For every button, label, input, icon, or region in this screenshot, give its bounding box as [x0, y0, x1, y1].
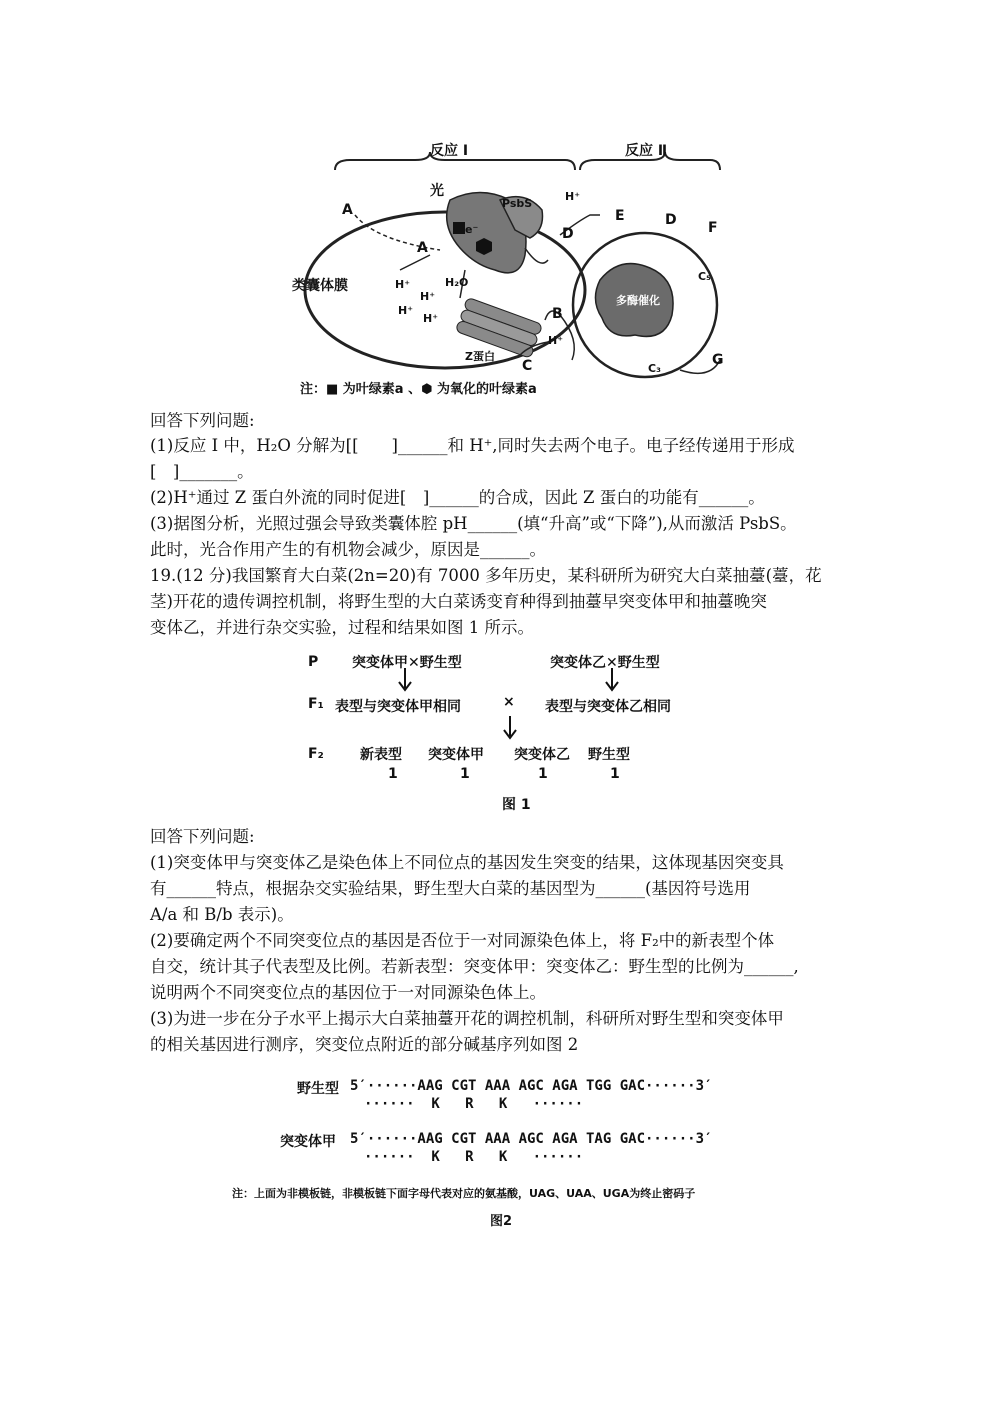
q19-intro: 回答下列问题: [150, 827, 255, 846]
z-protein-label: Z蛋白 [465, 350, 495, 363]
hplus-label-5: H⁺ [423, 312, 439, 325]
f1-phenotype-b: 表型与突变体乙相同 [545, 699, 671, 715]
q18-part2: (2)H⁺通过 Z 蛋白外流的同时促进[ ]______的合成，因此 Z 蛋白的功能有______。 [150, 488, 765, 507]
q19-part1-line3: A/a 和 B/b 表示)。 [150, 905, 294, 924]
label-D-2: D [665, 212, 677, 228]
gen-F2: F₂ [308, 746, 324, 762]
reaction-1-label: 反应 I [430, 143, 469, 159]
q19-part2-line1: (2)要确定两个不同突变位点的基因是否位于一对同源染色体上，将 F₂中的新表型个体 [150, 931, 775, 950]
wild-type-amino-acids: ······ K R K ······ [364, 1096, 584, 1112]
f2-wild-type: 野生型 [588, 747, 630, 763]
q19-stem-line2: 茎)开花的遗传调控机制，将野生型的大白菜诱变育种得到抽薹早突变体甲和抽薹晚突 [150, 592, 767, 611]
figure-2-caption: 图2 [490, 1214, 513, 1229]
water-label: H₂O [445, 276, 469, 289]
q18-part1-line1: (1)反应 I 中，H₂O 分解为[[ ]______和 H⁺,同时失去两个电子。电子经传递用于形成 [150, 436, 795, 455]
cross-diagram [300, 648, 700, 818]
photosynthesis-diagram [280, 130, 740, 400]
hplus-label-1: H⁺ [565, 190, 581, 203]
wild-type-sequence: 5′······AAG CGT AAA AGC AGA TGG GAC······3′ [350, 1078, 713, 1094]
label-A-2: A [417, 240, 428, 256]
electron-label: e⁻ [465, 223, 479, 236]
hplus-label-2: H⁺ [395, 278, 411, 291]
diagram-svg [280, 130, 740, 400]
f2-new-phenotype: 新表型 [360, 747, 402, 763]
f2-mutant-b: 突变体乙 [514, 747, 570, 763]
hplus-label-3: H⁺ [420, 290, 436, 303]
label-E: E [615, 208, 625, 224]
q18-part3-line2: 此时，光合作用产生的有机物会减少，原因是______。 [150, 540, 546, 559]
q19-stem-line3: 变体乙，并进行杂交实验，过程和结果如图 1 所示。 [150, 618, 534, 637]
f1-phenotype-a: 表型与突变体甲相同 [335, 699, 461, 715]
q19-part1-line1: (1)突变体甲与突变体乙是染色体上不同位点的基因发生突变的结果，这体现基因突变具 [150, 853, 784, 872]
q19-stem-line1: 19.(12 分)我国繁育大白菜(2n=20)有 7000 多年历史，某科研所为研究大白菜抽薹(薹，花 [150, 566, 822, 585]
wild-type-label: 野生型 [297, 1081, 339, 1097]
q19-part1-line2: 有______特点，根据杂交实验结果，野生型大白菜的基因型为______(基因符号选用 [150, 879, 751, 898]
light-label: 光 [430, 183, 444, 199]
cross-mutant-b: 突变体乙✕野生型 [550, 655, 660, 671]
thylakoid-label: 类囊体膜 [292, 278, 348, 294]
mutant-a-label: 突变体甲 [280, 1134, 336, 1150]
figure-2-note: 注：上面为非模板链，非模板链下面字母代表对应的氨基酸，UAG、UAA、UGA为终止密码子 [232, 1187, 696, 1200]
q18-part1-line2: [ ]_______。 [150, 462, 254, 481]
f2-mutant-a: 突变体甲 [428, 747, 484, 763]
reaction-2-label: 反应 Ⅱ [625, 143, 668, 159]
label-G: G [712, 352, 724, 368]
q18-intro: 回答下列问题: [150, 411, 255, 430]
ratio-3: 1 [538, 766, 548, 782]
q19-part2-line3: 说明两个不同突变位点的基因位于一对同源染色体上。 [150, 983, 546, 1002]
label-B: B [552, 306, 563, 322]
label-C5: C₅ [698, 270, 711, 283]
mutant-a-sequence: 5′······AAG CGT AAA AGC AGA TAG GAC······3′ [350, 1131, 713, 1147]
cross-mutant-a: 突变体甲✕野生型 [352, 655, 462, 671]
ratio-4: 1 [610, 766, 620, 782]
mutant-a-amino-acids: ······ K R K ······ [364, 1149, 584, 1165]
ratio-2: 1 [460, 766, 470, 782]
hplus-label-6: H⁺ [548, 334, 564, 347]
q18-part3-line1: (3)据图分析，光照过强会导致类囊体腔 pH______(填“升高”或“下降”),从而激活 PsbS。 [150, 514, 797, 533]
label-A-1: A [342, 202, 353, 218]
label-C3: C₃ [648, 362, 661, 375]
multienzyme-label: 多酶催化 [616, 294, 660, 307]
q19-part2-line2: 自交，统计其子代表型及比例。若新表型：突变体甲：突变体乙：野生型的比例为______, [150, 957, 799, 976]
f1-cross-sign: × [503, 694, 515, 710]
psbs-label: PsbS [502, 197, 533, 210]
ratio-1: 1 [388, 766, 398, 782]
figure-1-caption: 图 1 [502, 797, 531, 813]
diagram-note: 注：■ 为叶绿素a 、⬢ 为氧化的叶绿素a [300, 382, 537, 397]
gen-P: P [308, 654, 319, 670]
label-D-1: D [562, 226, 574, 242]
q19-part3-line1: (3)为进一步在分子水平上揭示大白菜抽薹开花的调控机制，科研所对野生型和突变体甲 [150, 1009, 784, 1028]
gen-F1: F₁ [308, 696, 324, 712]
q19-part3-line2: 的相关基因进行测序，突变位点附近的部分碱基序列如图 2 [150, 1035, 579, 1054]
cross-arrows [300, 648, 700, 818]
label-F: F [708, 220, 718, 236]
hplus-label-4: H⁺ [398, 304, 414, 317]
label-C: C [522, 358, 533, 374]
